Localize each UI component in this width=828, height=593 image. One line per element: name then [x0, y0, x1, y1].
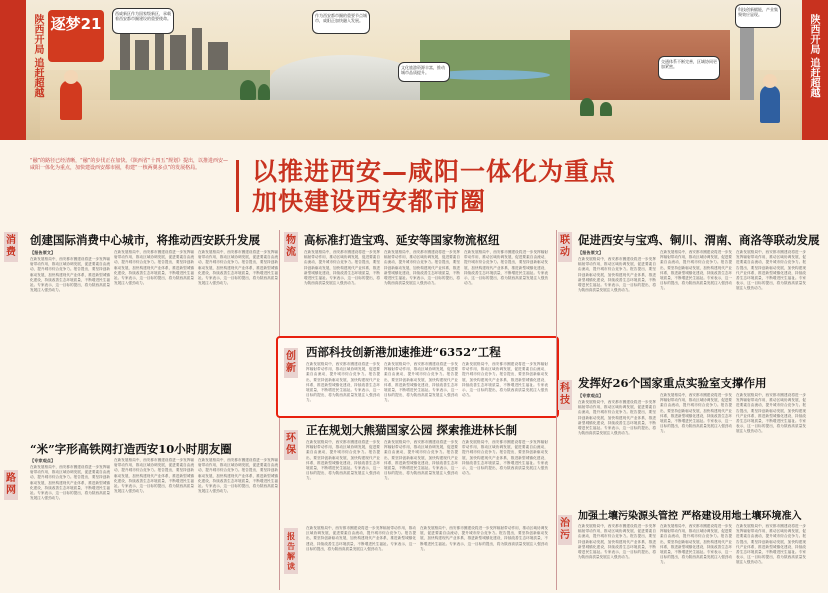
article-text: 在新发展格局中，西安都市圈建设将进一步发挥辐射带动作用，推动区域协调发展，促进要素自由流动，提升城市综合竞争力。报告提出，要坚持创新驱动发展，加快构建现代产业体系，推进新型城镇化建设，持续改善生态环境质量，不断增进民生福祉。专家表示，这一目标的提出，将为陕西高质量发展注入强劲动力。: [384, 440, 458, 481]
series-number-badge: 逐梦21: [48, 10, 104, 62]
article-text: 在新发展格局中，西安都市圈建设将进一步发挥辐射带动作用，推动区域协调发展，促进要素自由流动，提升城市综合竞争力。报告提出，要坚持创新驱动发展，加快构建现代产业体系，推进新型城镇化建设，持续改善生态环境质量，不断增进民生福祉。专家表示，这一目标的提出，将为陕西高质量发展注入强劲动力。: [462, 362, 548, 398]
article-text: 在新发展格局中，西安都市圈建设将进一步发挥辐射带动作用，推动区域协调发展，促进要素自由流动，提升城市综合竞争力。报告提出，要坚持创新驱动发展，加快构建现代产业体系，推进新型城镇化建设，持续改善生态环境质量，不断增进民生福祉。专家表示，这一目标的提出，将为陕西高质量发展注入强劲动力。: [384, 250, 460, 286]
cartoon-face: [64, 70, 78, 84]
article-text: 在新发展格局中，西安都市圈建设将进一步发挥辐射带动作用，推动区域协调发展，促进要素自由流动，提升城市综合竞争力。报告提出，要坚持创新驱动发展，加快构建现代产业体系，推进新型城镇化建设，持续改善生态环境质量，不断增进民生福祉。专家表示，这一目标的提出，将为陕西高质量发展注入强劲动力。: [660, 524, 732, 565]
article-text: 在新发展格局中，西安都市圈建设将进一步发挥辐射带动作用，推动区域协调发展，促进要素自由流动，提升城市综合竞争力。报告提出，要坚持创新驱动发展，加快构建现代产业体系，推进新型城镇化建设，持续改善生态环境质量，不断增进民生福祉。专家表示，这一目标的提出，将为陕西高质量发展注入强劲动力。: [304, 250, 380, 286]
tag-logistics: 物流: [284, 232, 298, 262]
article-text: 在新发展格局中，西安都市圈建设将进一步发挥辐射带动作用，推动区域协调发展，促进要素自由流动，提升城市综合竞争力。报告提出，要坚持创新驱动发展，加快构建现代产业体系，推进新型城镇化建设，持续改善生态环境质量，不断增进民生福祉。专家表示，这一目标的提出，将为陕西高质量发展注入强劲动力。: [306, 362, 380, 403]
article-text: 在新发展格局中，西安都市圈建设将进一步发挥辐射带动作用，推动区域协调发展，促进要素自由流动，提升城市综合竞争力。报告提出，要坚持创新驱动发展，加快构建现代产业体系，推进新型城镇化建设，持续改善生态环境质量，不断增进民生福祉。专家表示，这一目标的提出，将为陕西高质量发展注入强劲动力。: [306, 526, 416, 551]
left-slogan: 陕西开局 追赶超越: [32, 14, 43, 98]
title-innovation: 西部科技创新港加速推进“6352”工程: [306, 345, 501, 359]
article-text: 在新发展格局中，西安都市圈建设将进一步发挥辐射带动作用，推动区域协调发展，促进要素自由流动，提升城市综合竞争力。报告提出，要坚持创新驱动发展，加快构建现代产业体系，推进新型城镇化建设，持续改善生态环境质量，不断增进民生福祉。专家表示，这一目标的提出，将为陕西高质量发展注入强劲动力。: [114, 250, 194, 286]
speech-bubble: 交通体系不断完善，区域协同更加紧密。: [658, 56, 720, 80]
tower-building: [192, 28, 202, 76]
article-text: 在新发展格局中，西安都市圈建设将进一步发挥辐射带动作用，推动区域协调发展，促进要素自由流动，提升城市综合竞争力。报告提出，要坚持创新驱动发展，加快构建现代产业体系，推进新型城镇化建设，持续改善生态环境质量，不断增进民生福祉。专家表示，这一目标的提出，将为陕西高质量发展注入强劲动力。: [736, 250, 806, 291]
tag-innovation: 创新: [284, 348, 298, 378]
tree: [240, 80, 256, 100]
article-text: 在新发展格局中，西安都市圈建设将进一步发挥辐射带动作用，推动区域协调发展，促进要素自由流动，提升城市综合竞争力。报告提出，要坚持创新驱动发展，加快构建现代产业体系，推进新型城镇化建设，持续改善生态环境质量，不断增进民生福祉。专家表示，这一目标的提出，将为陕西高质量发展注入强劲动力。: [306, 440, 380, 481]
title-environment: 正在规划大熊猫国家公园 探索推进林长制: [306, 423, 518, 437]
speech-bubble: 作为西安都市圈的重要节点城市，咸阳正加快融入发展。: [312, 10, 370, 34]
subhead: 【报告原文】: [30, 250, 56, 255]
article-text: 在新发展格局中，西安都市圈建设将进一步发挥辐射带动作用，推动区域协调发展，促进要素自由流动，提升城市综合竞争力。报告提出，要坚持创新驱动发展，加快构建现代产业体系，推进新型城镇化建设，持续改善生态环境质量，不断增进民生福祉。专家表示，这一目标的提出，将为陕西高质量发展注入强劲动力。: [736, 393, 806, 434]
article-text: 在新发展格局中，西安都市圈建设将进一步发挥辐射带动作用，推动区域协调发展，促进要素自由流动，提升城市综合竞争力。报告提出，要坚持创新驱动发展，加快构建现代产业体系，推进新型城镇化建设，持续改善生态环境质量，不断增进民生福祉。专家表示，这一目标的提出，将为陕西高质量发展注入强劲动力。: [114, 458, 194, 494]
article-text: 在新发展格局中，西安都市圈建设将进一步发挥辐射带动作用，推动区域协调发展，促进要素自由流动，提升城市综合竞争力。报告提出，要坚持创新驱动发展，加快构建现代产业体系，推进新型城镇化建设，持续改善生态环境质量，不断增进民生福祉。专家表示，这一目标的提出，将为陕西高质量发展注入强劲动力。: [462, 440, 548, 476]
tree: [580, 98, 594, 116]
right-slogan: 陕西开局 追赶超越: [808, 14, 819, 98]
title-consumption: 创建国际消费中心城市，将推动西安跃升发展: [30, 233, 260, 247]
article-text: 在新发展格局中，西安都市圈建设将进一步发挥辐射带动作用，推动区域协调发展，促进要素自由流动，提升城市综合竞争力。报告提出，要坚持创新驱动发展，加快构建现代产业体系，推进新型城镇化建设，持续改善生态环境质量，不断增进民生福祉。专家表示，这一目标的提出，将为陕西高质量发展注入强劲动力。: [198, 250, 278, 286]
article-text: 在新发展格局中，西安都市圈建设将进一步发挥辐射带动作用，推动区域协调发展，促进要素自由流动，提升城市综合竞争力。报告提出，要坚持创新驱动发展，加快构建现代产业体系，推进新型城镇化建设，持续改善生态环境质量，不断增进民生福祉。专家表示，这一目标的提出，将为陕西高质量发展注入强劲动力。: [420, 526, 548, 551]
subhead: 【专家观点】: [578, 393, 604, 398]
title-linkage: 促进西安与宝鸡、铜川、渭南、商洛等联动发展: [578, 233, 820, 247]
article-text: 在新发展格局中，西安都市圈建设将进一步发挥辐射带动作用，推动区域协调发展，促进要素自由流动，提升城市综合竞争力。报告提出，要坚持创新驱动发展，加快构建现代产业体系，推进新型城镇化建设，持续改善生态环境质量，不断增进民生福祉。专家表示，这一目标的提出，将为陕西高质量发展注入强劲动力。: [578, 524, 656, 560]
cartoon-figure: [760, 85, 780, 123]
headline-intro: “融”的路径已经清晰，“融”的步伐正在加快。《陕西省“十四五”规划》提出，以推进西安—咸阳一体化为重点，加快建设西安都市圈，构建“一核两翼多点”的发展格局。: [30, 158, 229, 171]
speech-bubble: 西咸新区作为国家级新区，承载着西安都市圈建设的重要使命。: [112, 8, 174, 34]
tag-linkage: 联动: [558, 232, 572, 262]
headline-line-1: 以推进西安—咸阳一体化为重点: [252, 157, 617, 186]
article-text: 在新发展格局中，西安都市圈建设将进一步发挥辐射带动作用，推动区域协调发展，促进要素自由流动，提升城市综合竞争力。报告提出，要坚持创新驱动发展，加快构建现代产业体系，推进新型城镇化建设，持续改善生态环境质量，不断增进民生福祉。专家表示，这一目标的提出，将为陕西高质量发展注入强劲动力。: [464, 250, 548, 286]
speech-bubble: 文化旅游资源丰富，推动城市品质提升。: [398, 62, 450, 82]
article-text: 在新发展格局中，西安都市圈建设将进一步发挥辐射带动作用，推动区域协调发展，促进要素自由流动，提升城市综合竞争力。报告提出，要坚持创新驱动发展，加快构建现代产业体系，推进新型城镇化建设，持续改善生态环境质量，不断增进民生福祉。专家表示，这一目标的提出，将为陕西高质量发展注入强劲动力。: [660, 250, 732, 291]
headline-accent-bar: [236, 160, 239, 212]
article-text: 在新发展格局中，西安都市圈建设将进一步发挥辐射带动作用，推动区域协调发展，促进要素自由流动，提升城市综合竞争力。报告提出，要坚持创新驱动发展，加快构建现代产业体系，推进新型城镇化建设，持续改善生态环境质量，不断增进民生福祉。专家表示，这一目标的提出，将为陕西高质量发展注入强劲动力。: [198, 458, 278, 494]
tag-governance: 治污: [558, 515, 572, 545]
ground-strip: [40, 100, 800, 140]
article-text: 在新发展格局中，西安都市圈建设将进一步发挥辐射带动作用，推动区域协调发展，促进要素自由流动，提升城市综合竞争力。报告提出，要坚持创新驱动发展，加快构建现代产业体系，推进新型城镇化建设，持续改善生态环境质量，不断增进民生福祉。专家表示，这一目标的提出，将为陕西高质量发展注入强劲动力。: [384, 362, 458, 403]
cartoon-face: [763, 74, 777, 88]
article-text: 在新发展格局中，西安都市圈建设将进一步发挥辐射带动作用，推动区域协调发展，促进要素自由流动，提升城市综合竞争力。报告提出，要坚持创新驱动发展，加快构建现代产业体系，推进新型城镇化建设，持续改善生态环境质量，不断增进民生福祉。专家表示，这一目标的提出，将为陕西高质量发展注入强劲动力。: [660, 393, 732, 434]
article-text: 在新发展格局中，西安都市圈建设将进一步发挥辐射带动作用，推动区域协调发展，促进要素自由流动，提升城市综合竞争力。报告提出，要坚持创新驱动发展，加快构建现代产业体系，推进新型城镇化建设，持续改善生态环境质量，不断增进民生福祉。专家表示，这一目标的提出，将为陕西高质量发展注入强劲动力。: [578, 257, 656, 293]
title-logistics: 高标准打造宝鸡、延安等国家物流枢纽: [304, 233, 500, 247]
exhibition-center: [270, 55, 420, 105]
article-text: 在新发展格局中，西安都市圈建设将进一步发挥辐射带动作用，推动区域协调发展，促进要素自由流动，提升城市综合竞争力。报告提出，要坚持创新驱动发展，加快构建现代产业体系，推进新型城镇化建设，持续改善生态环境质量，不断增进民生福祉。专家表示，这一目标的提出，将为陕西高质量发展注入强劲动力。: [736, 524, 806, 565]
tag-environment: 环保: [284, 430, 298, 460]
headline-line-2: 加快建设西安都市圈: [252, 187, 487, 216]
top-illustration-banner: [0, 0, 828, 140]
tower-building: [170, 35, 186, 75]
speech-bubble: 科技创新赋能，产业集聚效应显现。: [735, 4, 781, 28]
tree: [600, 102, 612, 116]
title-tech: 发挥好26个国家重点实验室支撑作用: [578, 376, 767, 390]
tag-roads: 路网: [4, 470, 18, 500]
tag-consumption: 消费: [4, 232, 18, 262]
tree: [258, 84, 270, 100]
tower-building: [120, 30, 130, 75]
title-governance: 加强土壤污染源头管控 严格建设用地土壤环境准入: [578, 511, 802, 522]
article-text: 在新发展格局中，西安都市圈建设将进一步发挥辐射带动作用，推动区域协调发展，促进要素自由流动，提升城市综合竞争力。报告提出，要坚持创新驱动发展，加快构建现代产业体系，推进新型城镇化建设，持续改善生态环境质量，不断增进民生福祉。专家表示，这一目标的提出，将为陕西高质量发展注入强劲动力。: [30, 257, 110, 293]
left-red-strip: [0, 0, 26, 140]
article-text: 在新发展格局中，西安都市圈建设将进一步发挥辐射带动作用，推动区域协调发展，促进要素自由流动，提升城市综合竞争力。报告提出，要坚持创新驱动发展，加快构建现代产业体系，推进新型城镇化建设，持续改善生态环境质量，不断增进民生福祉。专家表示，这一目标的提出，将为陕西高质量发展注入强劲动力。: [578, 400, 656, 436]
tag-report: 报告解读: [284, 528, 298, 574]
subhead: 【专家观点】: [30, 458, 56, 463]
subhead: 【报告原文】: [578, 250, 604, 255]
tag-tech: 科技: [558, 380, 572, 410]
title-roads: “米”字形高铁网打造西安10小时朋友圈: [30, 442, 232, 456]
cartoon-figure: [60, 80, 82, 120]
article-text: 在新发展格局中，西安都市圈建设将进一步发挥辐射带动作用，推动区域协调发展，促进要素自由流动，提升城市综合竞争力。报告提出，要坚持创新驱动发展，加快构建现代产业体系，推进新型城镇化建设，持续改善生态环境质量，不断增进民生福祉。专家表示，这一目标的提出，将为陕西高质量发展注入强劲动力。: [30, 465, 110, 501]
column-divider: [556, 230, 557, 590]
